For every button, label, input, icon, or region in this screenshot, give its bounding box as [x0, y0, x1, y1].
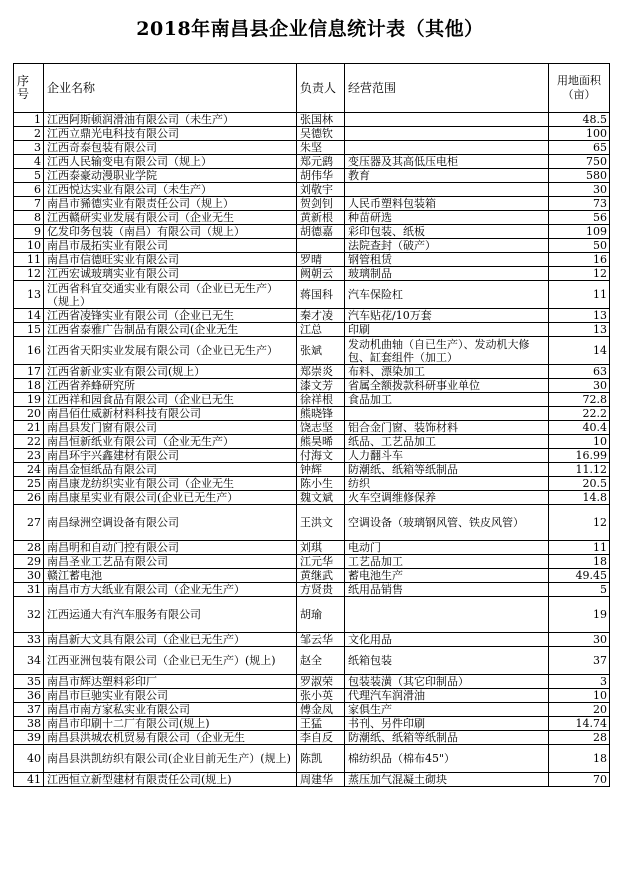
row-num: 18 — [14, 379, 44, 393]
row-person: 傅金凤 — [297, 703, 345, 717]
row-person: 贺剑钊 — [297, 197, 345, 211]
row-company: 赣江蓄电池 — [44, 569, 297, 583]
row-area: 14.74 — [549, 717, 610, 731]
row-area: 11.12 — [549, 463, 610, 477]
row-num: 16 — [14, 337, 44, 365]
row-num: 33 — [14, 633, 44, 647]
table-row — [14, 225, 610, 239]
row-company: 江西省新业实业有限公司(规上） — [44, 365, 297, 379]
row-area: 30 — [549, 633, 610, 647]
row-area: 16.99 — [549, 449, 610, 463]
row-num: 20 — [14, 407, 44, 421]
row-area: 5 — [549, 583, 610, 597]
row-person: 蒋国科 — [297, 281, 345, 309]
table-row — [14, 407, 610, 421]
row-num: 1 — [14, 113, 44, 127]
row-company: 南昌市方大纸业有限公司（企业无生产） — [44, 583, 297, 597]
row-person: 张小英 — [297, 689, 345, 703]
row-area: 30 — [549, 379, 610, 393]
row-num: 23 — [14, 449, 44, 463]
row-scope: 防潮纸、纸箱等纸制品 — [345, 463, 549, 477]
row-scope: 书刊、另件印刷 — [345, 717, 549, 731]
row-company: 南昌圣业工艺品有限公司 — [44, 555, 297, 569]
table-row — [14, 541, 610, 555]
row-company: 南昌市辉达塑料彩印厂 — [44, 675, 297, 689]
row-person: 胡伟华 — [297, 169, 345, 183]
table-row — [14, 267, 610, 281]
row-scope: 汽车贴花/10万套 — [345, 309, 549, 323]
row-company: 江西亚洲包装有限公司（企业已无生产）(规上) — [44, 647, 297, 675]
row-company: 南昌新大文具有限公司（企业已无生产） — [44, 633, 297, 647]
row-num: 37 — [14, 703, 44, 717]
table-row — [14, 597, 610, 633]
table-row — [14, 197, 610, 211]
table-row — [14, 555, 610, 569]
row-scope: 纺织 — [345, 477, 549, 491]
row-num: 4 — [14, 155, 44, 169]
row-person: 胡德嘉 — [297, 225, 345, 239]
row-company: 南昌金恒纸品有限公司 — [44, 463, 297, 477]
row-num: 24 — [14, 463, 44, 477]
row-area: 37 — [549, 647, 610, 675]
row-area: 11 — [549, 541, 610, 555]
table-body — [14, 113, 610, 787]
row-scope: 教育 — [345, 169, 549, 183]
row-area: 16 — [549, 253, 610, 267]
row-person: 江总 — [297, 323, 345, 337]
row-num: 27 — [14, 505, 44, 541]
row-num: 28 — [14, 541, 44, 555]
row-area: 40.4 — [549, 421, 610, 435]
row-person: 魏文斌 — [297, 491, 345, 505]
row-num: 12 — [14, 267, 44, 281]
table-row — [14, 393, 610, 407]
row-company: 南昌市巨驰实业有限公司 — [44, 689, 297, 703]
table-row — [14, 169, 610, 183]
row-scope: 人力翻斗车 — [345, 449, 549, 463]
row-area: 20.5 — [549, 477, 610, 491]
row-company: 南昌绿洲空调设备有限公司 — [44, 505, 297, 541]
table-row — [14, 449, 610, 463]
row-scope: 布料、漂染加工 — [345, 365, 549, 379]
row-company: 南昌佰仕威新材料科技有限公司 — [44, 407, 297, 421]
row-company: 江西省科宜交通实业有限公司（企业已无生产）（规上） — [44, 281, 297, 309]
row-num: 32 — [14, 597, 44, 633]
row-area: 56 — [549, 211, 610, 225]
row-person: 黄新根 — [297, 211, 345, 225]
row-scope: 汽车保险杠 — [345, 281, 549, 309]
row-company: 南昌市印刷十二厂有限公司(规上) — [44, 717, 297, 731]
table-row — [14, 211, 610, 225]
row-company: 南昌环宇兴鑫建材有限公司 — [44, 449, 297, 463]
row-area: 70 — [549, 773, 610, 787]
row-area: 13 — [549, 309, 610, 323]
row-area: 13 — [549, 323, 610, 337]
row-num: 29 — [14, 555, 44, 569]
row-scope: 发动机曲轴（自已生产）、发动机大修包、缸套组件（加工） — [345, 337, 549, 365]
row-scope — [345, 127, 549, 141]
row-area: 12 — [549, 505, 610, 541]
row-scope: 纸箱包装 — [345, 647, 549, 675]
row-area: 10 — [549, 689, 610, 703]
row-scope: 人民币塑料包装箱 — [345, 197, 549, 211]
row-company: 南昌县发门窗有限公司 — [44, 421, 297, 435]
row-person: 熊晓锋 — [297, 407, 345, 421]
row-area: 100 — [549, 127, 610, 141]
row-person: 徐祥根 — [297, 393, 345, 407]
row-num: 40 — [14, 745, 44, 773]
row-scope — [345, 183, 549, 197]
row-num: 30 — [14, 569, 44, 583]
header-num: 序号 — [14, 64, 44, 113]
table-row — [14, 717, 610, 731]
row-person: 张国林 — [297, 113, 345, 127]
row-person: 江元华 — [297, 555, 345, 569]
row-company: 南昌康龙纺织实业有限公司（企业无生 — [44, 477, 297, 491]
row-person: 漆文芳 — [297, 379, 345, 393]
row-company: 南昌市晟拓实业有限公司 — [44, 239, 297, 253]
row-company: 江西恒立新型建材有限责任公司(规上) — [44, 773, 297, 787]
row-company: 江西人民输变电有限公司（规上） — [44, 155, 297, 169]
row-scope: 空调设备（玻璃钢风管、铁皮风管） — [345, 505, 549, 541]
row-person — [297, 239, 345, 253]
row-scope: 蒸压加气混凝土砌块 — [345, 773, 549, 787]
row-num: 15 — [14, 323, 44, 337]
row-company: 江西奇泰包装有限公司 — [44, 141, 297, 155]
row-area: 73 — [549, 197, 610, 211]
row-person: 周建华 — [297, 773, 345, 787]
row-person: 吴德钦 — [297, 127, 345, 141]
row-person: 阙朝云 — [297, 267, 345, 281]
row-num: 25 — [14, 477, 44, 491]
table-row — [14, 379, 610, 393]
row-person: 陈凯 — [297, 745, 345, 773]
header-area: 用地面积（亩） — [549, 64, 610, 113]
table-row — [14, 309, 610, 323]
row-num: 13 — [14, 281, 44, 309]
table-row — [14, 477, 610, 491]
enterprise-table — [13, 63, 610, 787]
row-area: 14.8 — [549, 491, 610, 505]
row-company: 南昌市信德旺实业有限公司 — [44, 253, 297, 267]
row-person: 刘敬宇 — [297, 183, 345, 197]
row-num: 8 — [14, 211, 44, 225]
row-num: 31 — [14, 583, 44, 597]
row-num: 14 — [14, 309, 44, 323]
row-num: 6 — [14, 183, 44, 197]
table-row — [14, 703, 610, 717]
row-company: 江西省泰雅广告制品有限公司(企业无生 — [44, 323, 297, 337]
row-scope: 包装装潢（其它印制品） — [345, 675, 549, 689]
row-scope: 种苗研选 — [345, 211, 549, 225]
row-person: 胡瑜 — [297, 597, 345, 633]
row-person: 罗淑荣 — [297, 675, 345, 689]
row-company: 亿发印务包装（南昌）有限公司（规上） — [44, 225, 297, 239]
row-person: 张斌 — [297, 337, 345, 365]
row-company: 南昌恒新纸业有限公司（企业无生产） — [44, 435, 297, 449]
table-row — [14, 183, 610, 197]
row-scope — [345, 407, 549, 421]
row-num: 38 — [14, 717, 44, 731]
row-person: 方贤贵 — [297, 583, 345, 597]
row-area: 11 — [549, 281, 610, 309]
row-company: 南昌县洪城农机贸易有限公司（企业无生 — [44, 731, 297, 745]
table-row — [14, 569, 610, 583]
row-company: 江西省养蜂研究所 — [44, 379, 297, 393]
row-company: 江西宏诚玻璃实业有限公司 — [44, 267, 297, 281]
table-row — [14, 773, 610, 787]
row-area: 10 — [549, 435, 610, 449]
table-row — [14, 365, 610, 379]
row-company: 江西阿斯顿润滑油有限公司（未生产） — [44, 113, 297, 127]
table-row — [14, 435, 610, 449]
table-row — [14, 127, 610, 141]
row-person: 王洪文 — [297, 505, 345, 541]
row-person: 熊昊晞 — [297, 435, 345, 449]
row-area: 14 — [549, 337, 610, 365]
row-area: 28 — [549, 731, 610, 745]
row-area: 750 — [549, 155, 610, 169]
row-num: 5 — [14, 169, 44, 183]
row-company: 江西省天阳实业发展有限公司（企业已无生产） — [44, 337, 297, 365]
row-scope: 纸用品销售 — [345, 583, 549, 597]
row-scope: 文化用品 — [345, 633, 549, 647]
row-company: 江西祥和园食品有限公司（企业已无生 — [44, 393, 297, 407]
page-title: 2018年南昌县企业信息统计表（其他） — [136, 18, 484, 40]
row-scope: 电动门 — [345, 541, 549, 555]
table-row — [14, 675, 610, 689]
table-row — [14, 689, 610, 703]
row-scope: 防潮纸、纸箱等纸制品 — [345, 731, 549, 745]
row-num: 39 — [14, 731, 44, 745]
row-person: 陈小生 — [297, 477, 345, 491]
row-scope: 印刷 — [345, 323, 549, 337]
table-row — [14, 141, 610, 155]
row-num: 11 — [14, 253, 44, 267]
table-row — [14, 745, 610, 773]
row-company: 南昌县洪凯纺织有限公司(企业目前无生产）(规上) — [44, 745, 297, 773]
row-num: 7 — [14, 197, 44, 211]
table-row — [14, 253, 610, 267]
row-area: 22.2 — [549, 407, 610, 421]
row-scope: 彩印包装、纸板 — [345, 225, 549, 239]
row-person: 饶志坚 — [297, 421, 345, 435]
table-row — [14, 505, 610, 541]
row-person: 邹云华 — [297, 633, 345, 647]
row-person: 王猛 — [297, 717, 345, 731]
row-num: 17 — [14, 365, 44, 379]
row-person: 刘琪 — [297, 541, 345, 555]
row-num: 3 — [14, 141, 44, 155]
header-company: 企业名称 — [44, 64, 297, 113]
row-num: 22 — [14, 435, 44, 449]
row-scope — [345, 141, 549, 155]
row-num: 26 — [14, 491, 44, 505]
row-num: 34 — [14, 647, 44, 675]
row-area: 20 — [549, 703, 610, 717]
row-num: 41 — [14, 773, 44, 787]
table-row — [14, 113, 610, 127]
row-area: 19 — [549, 597, 610, 633]
row-scope: 食品加工 — [345, 393, 549, 407]
row-person: 郑元鹞 — [297, 155, 345, 169]
row-scope: 玻璃制品 — [345, 267, 549, 281]
row-area: 109 — [549, 225, 610, 239]
row-scope — [345, 113, 549, 127]
row-area: 18 — [549, 745, 610, 773]
table-row — [14, 281, 610, 309]
row-scope: 钢管租赁 — [345, 253, 549, 267]
table-header-row — [14, 64, 610, 113]
row-num: 21 — [14, 421, 44, 435]
row-company: 南昌康星实业有限公司(企业已无生产） — [44, 491, 297, 505]
table-row — [14, 463, 610, 477]
row-scope: 纸品、工艺品加工 — [345, 435, 549, 449]
row-person: 郑崇炎 — [297, 365, 345, 379]
row-num: 2 — [14, 127, 44, 141]
row-scope: 代理汽车润滑油 — [345, 689, 549, 703]
row-area: 18 — [549, 555, 610, 569]
row-person: 李自反 — [297, 731, 345, 745]
row-scope: 棉纺织品（棉布45"） — [345, 745, 549, 773]
row-person: 秦才凌 — [297, 309, 345, 323]
row-scope — [345, 597, 549, 633]
table-row — [14, 323, 610, 337]
row-company: 江西运通大有汽车服务有限公司 — [44, 597, 297, 633]
row-scope: 铝合金门窗、装饰材料 — [345, 421, 549, 435]
row-num: 36 — [14, 689, 44, 703]
row-person: 钟辉 — [297, 463, 345, 477]
row-num: 35 — [14, 675, 44, 689]
table-row — [14, 647, 610, 675]
row-area: 30 — [549, 183, 610, 197]
row-person: 赵全 — [297, 647, 345, 675]
row-person: 黄继武 — [297, 569, 345, 583]
row-area: 580 — [549, 169, 610, 183]
header-scope: 经营范围 — [345, 64, 549, 113]
row-person: 罗晴 — [297, 253, 345, 267]
row-area: 50 — [549, 239, 610, 253]
row-num: 19 — [14, 393, 44, 407]
row-scope: 蓄电池生产 — [345, 569, 549, 583]
row-area: 65 — [549, 141, 610, 155]
table-row — [14, 633, 610, 647]
table-row — [14, 421, 610, 435]
row-scope: 法院查封（破产） — [345, 239, 549, 253]
table-row — [14, 337, 610, 365]
table-row — [14, 491, 610, 505]
row-scope: 工艺品加工 — [345, 555, 549, 569]
row-area: 3 — [549, 675, 610, 689]
row-scope: 省属全额拨款科研事业单位 — [345, 379, 549, 393]
table-row — [14, 583, 610, 597]
table-row — [14, 239, 610, 253]
table-row — [14, 731, 610, 745]
row-company: 江西悦达实业有限公司（未生产） — [44, 183, 297, 197]
row-num: 9 — [14, 225, 44, 239]
row-scope: 家俱生产 — [345, 703, 549, 717]
row-scope: 变压器及其高低压电柜 — [345, 155, 549, 169]
row-area: 48.5 — [549, 113, 610, 127]
row-company: 江西泰豪动漫职业学院 — [44, 169, 297, 183]
row-person: 付海文 — [297, 449, 345, 463]
row-area: 49.45 — [549, 569, 610, 583]
row-area: 72.8 — [549, 393, 610, 407]
row-company: 江西省凌锋实业有限公司（企业已无生 — [44, 309, 297, 323]
row-company: 南昌市南方家私实业有限公司 — [44, 703, 297, 717]
row-company: 南昌市豨德实业有限责任公司（规上） — [44, 197, 297, 211]
row-person: 朱坚 — [297, 141, 345, 155]
table-row — [14, 155, 610, 169]
header-person: 负责人 — [297, 64, 345, 113]
row-area: 12 — [549, 267, 610, 281]
row-scope: 火车空调维修保养 — [345, 491, 549, 505]
row-company: 江西赣研实业发展有限公司（企业无生 — [44, 211, 297, 225]
row-area: 63 — [549, 365, 610, 379]
row-company: 江西立鼎光电科技有限公司 — [44, 127, 297, 141]
row-company: 南昌明和自动门控有限公司 — [44, 541, 297, 555]
row-num: 10 — [14, 239, 44, 253]
